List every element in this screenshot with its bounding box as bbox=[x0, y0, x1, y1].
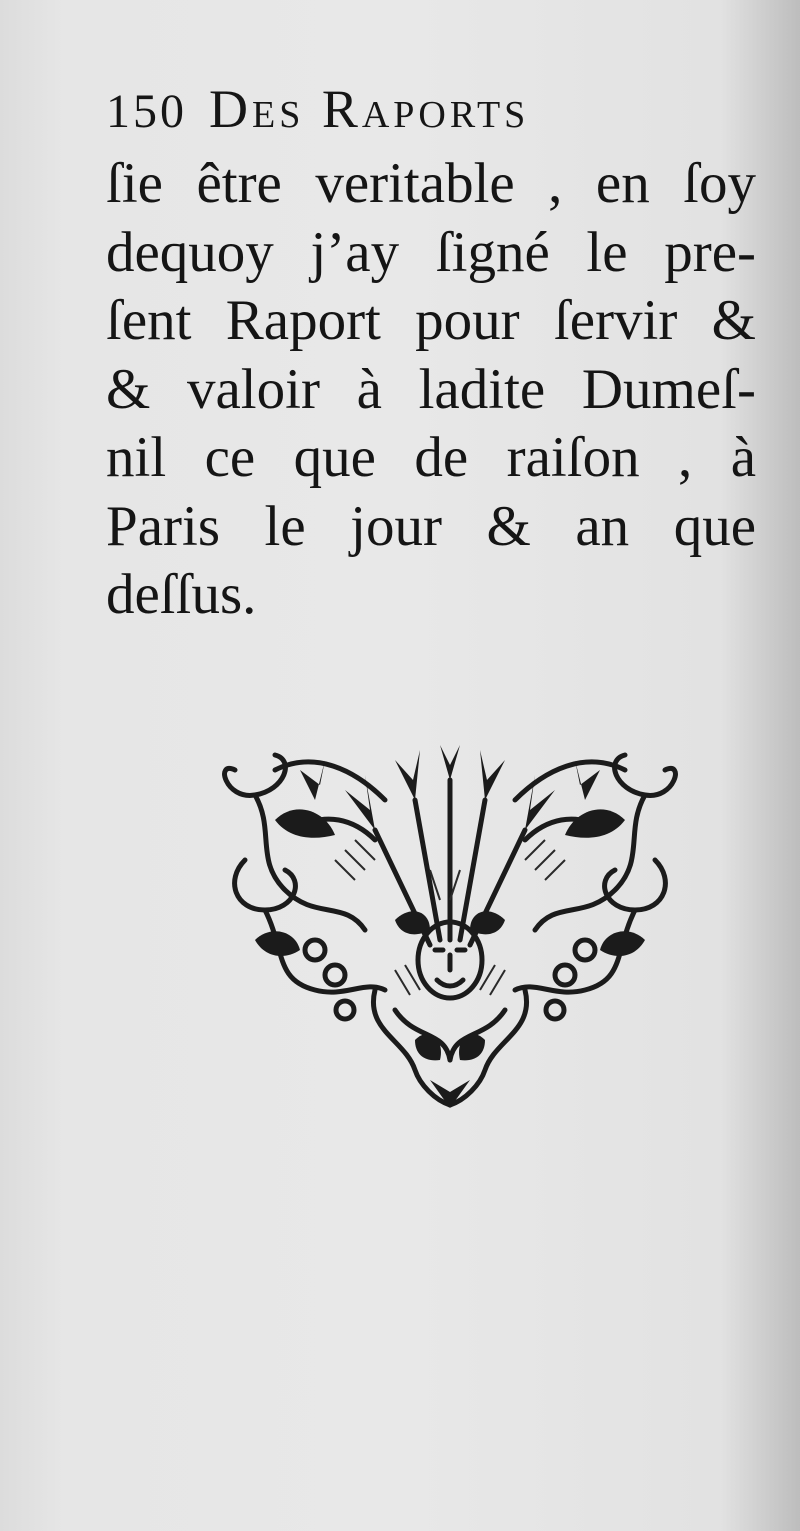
text-line: ſent Raport pour ſervir & bbox=[106, 289, 756, 352]
text-line: ſie être veritable , en ſoy bbox=[106, 152, 756, 215]
text-line: deſſus. bbox=[106, 563, 257, 626]
floral-tailpiece-ornament-icon bbox=[215, 740, 685, 1110]
text-line: dequoy j’ay ſigné le pre- bbox=[106, 220, 756, 284]
page-number: 150 bbox=[106, 85, 187, 138]
running-title: Des Raports bbox=[209, 79, 530, 139]
text-line: nil ce que de raiſon , à bbox=[106, 426, 756, 489]
text-line: & valoir à ladite Dumeſ- bbox=[106, 357, 756, 421]
running-head bbox=[106, 78, 706, 148]
body-text bbox=[106, 150, 756, 630]
text-line: Paris le jour & an que bbox=[106, 494, 756, 558]
